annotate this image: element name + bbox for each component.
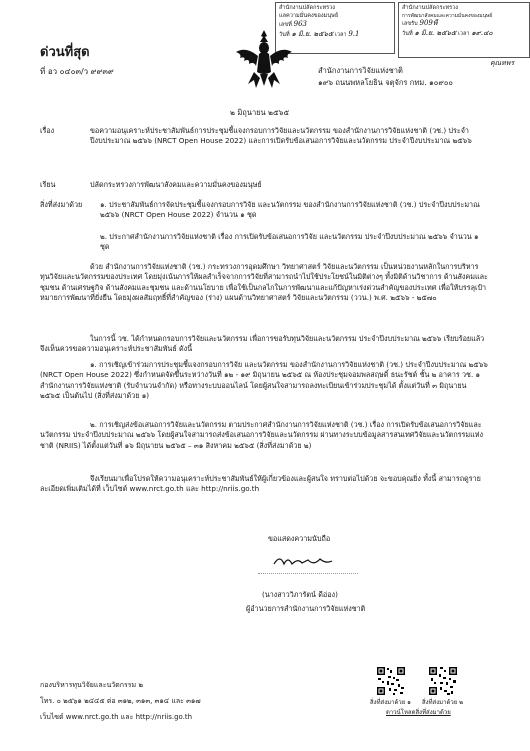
subject-label: เรื่อง [40,126,55,135]
body-paragraph-2: ในการนี้ วช. ได้กำหนดกรอบการวิจัยและนวัตกรรม เพื่อการขอรับทุนวิจัยและนวัตกรรม ประจำปีงบประมาณ ๒๕๖๖ เรียบร้อยแล้ว จึงเห็นควรขอความอนุเคราะห์ประชาสัมพันธ์ ดังนี้ [40,334,485,354]
stamp-right-line2: การพัฒนาสังคมและความมั่นคงของมนุษย์ [402,12,493,19]
body-paragraph-3: จึงเรียนมาเพื่อโปรดให้ความอนุเคราะห์ประชาสัมพันธ์ให้ผู้เกี่ยวข้องและผู้สนใจ ทราบต่อไปด้วย จะขอบคุณยิ่ง ทั้งนี้ สามารถดูรายละเอียดเพิ่มเติมได้ที่ เว็บไซต์ www.nrct.go.th และ http://nriis.go.th [40,474,481,494]
agency-address: ๑๙๖ ถนนพหลโยธิน จตุจักร กทม. ๑๐๙๐๐ [318,78,453,87]
stamp-left-line1: สำนักงานปลัดกระทรวง [279,5,336,11]
document-number: ที่ อว ๐๔๐๓/ว ๙๙๓๙ [40,67,114,76]
signatory-name: (นางสาววิภารัตน์ ดีอ่อง) [262,590,338,599]
handwritten-note: คุณหพร [490,59,515,67]
stamp-left-label-time: เวลา [334,31,347,38]
stamp-left-row-no [279,20,391,30]
body-item-1: ๑. การเชิญเข้าร่วมการประชุมชี้แจงกรอบการวิจัย และนวัตกรรม ของสำนักงานการวิจัยแห่งชาติ (วช.) ประจำปีงบประมาณ ๒๕๖๖ (NRCT Open House 2022) ซึ่งกำหนดจัดขึ้นระหว่างวันที่ ๑๒ - ๑๙ มิถุนายน ๒๕๖๕ ณ ห้องประชุมจอมพลสฤษดิ์ ธนะรัชต์ ชั้น ๒ อาคาร วช. ๑ สำนักงานการวิจัยแห่งชาติ (รับจำนวนจำกัด) หรือทางระบบออนไลน์ โดยผู้สนใจสามารถลงทะเบียนเข้าร่วมประชุมได้ ตั้งแต่วันที่ ๓ มิถุนายน ๒๕๖๕ เป็นต้นไป (สิ่งที่ส่งมาด้วย ๑) [40,360,488,401]
received-stamp-right [398,2,530,58]
stamp-right-no: 909พี [419,19,438,28]
enclosure-item-1: ๑. ประชาสัมพันธ์การจัดประชุมชี้แจงกรอบการวิจัย และนวัตกรรม ของสำนักงานการวิจัยแห่งชาติ (วช.) ประจำปีงบประมาณ ๒๕๖๖ (NRCT Open House 2022) จำนวน ๑ ชุด [100,200,480,220]
footer-department: กองบริหารทุนวิจัยและนวัตกรรม ๒ [40,681,143,689]
stamp-left-label-date: วันที่ [279,31,290,38]
signatory-title: ผู้อำนวยการสำนักงานการวิจัยแห่งชาติ [246,604,366,613]
footer-website: เว็บไซต์ www.nrct.go.th และ http://nriis.go.th [40,713,193,721]
stamp-right-row-no [402,19,526,29]
urgency-label: ด่วนที่สุด [40,45,90,60]
stamp-right-line1: สำนักงานปลัดกระทรวง [402,5,459,11]
enclosure-item-2: ๒. ประกาศสำนักงานการวิจัยแห่งชาติ เรื่อง การเปิดรับข้อเสนอการวิจัย และนวัตกรรม ประจำปีงบประมาณ ๒๕๖๖ จำนวน ๑ ชุด [100,232,479,252]
signature-line [258,573,358,574]
stamp-left-date: ๑ มิ.ย. ๒๕๖๕ [291,29,334,38]
subject-text: ขอความอนุเคราะห์ประชาสัมพันธ์การประชุมชี้แจงกรอบการวิจัยและนวัตกรรม ของสำนักงานการวิจัยแห่งชาติ (วช.) ประจำปีงบประมาณ ๒๕๖๖ (NRCT Open House 2022) และการเปิดรับข้อเสนอการวิจัยและนวัตกรรม ประจำปีงบประมาณ ๒๕๖๖ [90,126,472,146]
garuda-emblem-icon [234,28,294,90]
stamp-left-row-date [279,30,391,40]
to-text: ปลัดกระทรวงการพัฒนาสังคมและความมั่นคงของมนุษย์ [90,180,262,189]
signature-mark [272,552,352,570]
stamp-left-time: 9.1 [348,29,360,38]
footer-phone: โทร. ๐ ๒๕๖๑ ๒๔๔๕ ต่อ ๓๑๒, ๓๑๓, ๓๑๔ และ ๓๑๗ [40,697,201,705]
stamp-right-label-date: วันที่ [402,30,413,37]
qr-caption-2: สิ่งที่ส่งมาด้วย ๒ [422,699,464,706]
stamp-left-line2: แลความมั่นคงของมนุษย์ [279,12,339,19]
body-item-2: ๒. การเชิญส่งข้อเสนอการวิจัยและนวัตกรรม ตามประกาศสำนักงานการวิจัยแห่งชาติ (วช.) เรื่อง การเปิดรับข้อเสนอการวิจัยและนวัตกรรม ประจำปีงบประมาณ ๒๕๖๖ โดยผู้สนใจสามารถส่งข้อเสนอการวิจัยและนวัตกรรม ผ่านทางระบบข้อมูลสารสนเทศวิจัยและนวัตกรรมแห่งชาติ (NRIIS) ได้ตั้งแต่วันที่ ๑๖ มิถุนายน ๒๕๖๕ – ๓๑ สิงหาคม ๒๕๖๕ (สิ่งที่ส่งมาด้วย ๒) [40,420,484,450]
body-paragraph-1: ด้วย สำนักงานการวิจัยแห่งชาติ (วช.) กระทรวงการอุดมศึกษา วิทยาศาสตร์ วิจัยและนวัตกรรม เป็นหน่วยงานหลักในการบริหารทุนวิจัยและนวัตกรรมของประเทศ โดยมุ่งเน้นการให้ผลสำเร็จจากการวิจัยที่สามารถนำไปใช้ประโยชน์ในมิติต่างๆ ทั้งมิติด้านวิชาการ ด้านสังคมและชุมชน ด้านเศรษฐกิจ ด้านสังคมและชุมชน และด้านนโยบาย เพื่อใช้เป็นกลไกในการพัฒนาและแก้ปัญหาเร่งด่วนสำคัญของประเทศ เพื่อให้บรรลุเป้าหมายการพัฒนาที่ยั่งยืน โดยมุ่งผลสัมฤทธิ์ที่สำคัญของ (ร่าง) แผนด้านวิทยาศาสตร์ วิจัยและนวัตกรรม (ววน.) พ.ศ. ๒๕๖๖ - ๒๕๗๐ [40,262,488,303]
stamp-left-label-no: เลขที่ [279,22,292,29]
to-label: เรียน [40,180,56,189]
stamp-right-label-no: เลขรับ [402,21,418,28]
stamp-right-date: ๑ มิ.ย. ๒๕๖๕ [414,28,457,37]
enclosure-label: สิ่งที่ส่งมาด้วย [40,200,83,209]
closing-phrase: ขอแสดงความนับถือ [268,534,331,543]
qr-download-note[interactable]: ดาวน์โหลดสิ่งที่ส่งมาด้วย [386,709,451,716]
qr-code-1-icon[interactable] [376,666,406,696]
qr-code-2-icon[interactable] [428,666,458,696]
stamp-right-row-date [402,29,526,39]
agency-name: สำนักงานการวิจัยแห่งชาติ [318,66,403,75]
letter-date: ๒ มิถุนายน ๒๕๖๕ [230,108,290,117]
signature [272,552,352,570]
qr-caption-1: สิ่งที่ส่งมาด้วย ๑ [370,699,411,706]
stamp-right-time: ๑๙.๔๐ [471,28,493,37]
stamp-right-label-time: เวลา [457,30,470,37]
stamp-left-no: 963 [293,20,308,29]
